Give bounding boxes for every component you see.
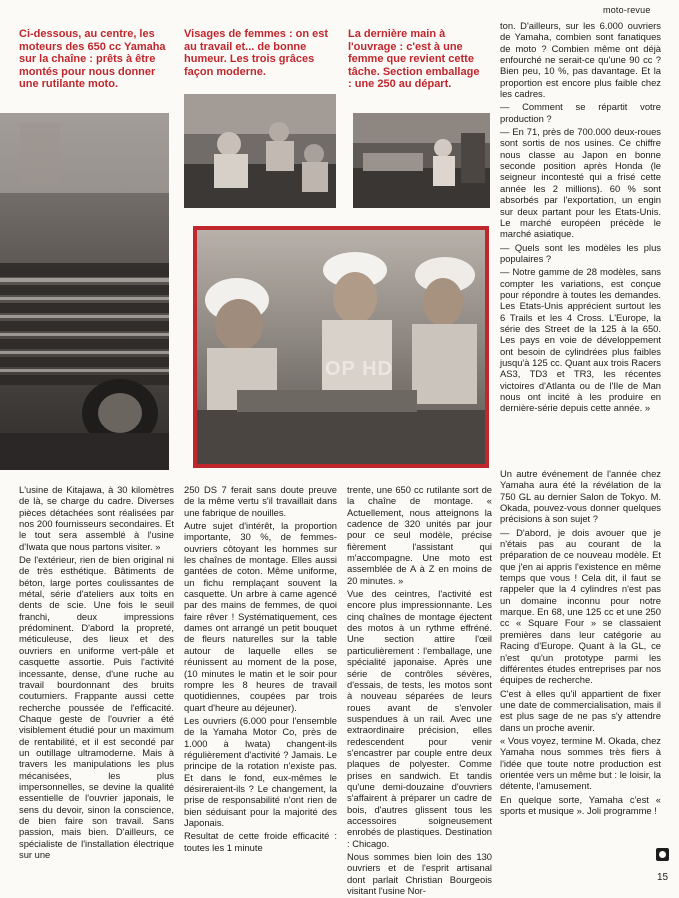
text-column-right-bottom: [500, 468, 661, 818]
assembly-line-illustration: [353, 113, 490, 208]
magazine-name: moto-revue: [603, 5, 651, 15]
text-column-right-top: [500, 20, 661, 416]
paragraph: — Notre gamme de 28 modèles, sans compter les variations, est conçue pour répondre à toutes les demandes. Les Etats-Unis apprécient surtout les 6 Trails et les 4 Cross. L'Europe, la série des Street de la 125 à la 650. Les pays en voie de développement ont besoin de cylindrées plus faibles jusqu'à 125 cc. Quant aux trois Racers AS3, TD3 et TR3, les récentes victoires d'Atlanta ou de l'Ile de Man nous ont incité à les produire en dernière-série depuis cette année. »: [500, 266, 661, 414]
assembly-line-photo: [353, 113, 490, 208]
paragraph: Resultat de cette froide efficacité : toutes les 1 minute: [184, 830, 337, 853]
text-column-1: [19, 484, 174, 862]
caption-packaging: La dernière main à l'ouvrage : c'est à une femme que revient cette tâche. Section emballage : une 250 au départ.: [348, 28, 480, 91]
engine-illustration: [0, 113, 169, 470]
paragraph: 250 DS 7 ferait sans doute preuve de la même vertu s'il travaillait dans une fabrique de nouilles.: [184, 484, 337, 518]
photo-watermark: OP HD: [325, 358, 393, 380]
paragraph: — D'abord, je dois avouer que je n'étais pas au courant de la préparation de ce nouveau modèle. Et que j'en ai appris l'existence en même temps que vous ! Cela dit, il faut se rappeler que la 4 cylindres n'est pas un domaine inconnu pour notre marque. En 68, une 125 cc et une 250 cc « Square Four » se classaient premières dans leur catégorie au Racing d'Europe. Quant à la GL, ce n'est qu'un prototype parmi les différentes études entreprises par nos équipes de recherche.: [500, 526, 661, 686]
caption-engines: Ci-dessous, au centre, les moteurs des 650 cc Yamaha sur la chaîne : prêts à être montés pour nous donner une rutilante moto.: [19, 28, 166, 91]
paragraph: Nous sommes bien loin des 130 ouvriers et de l'esprit artisanal dont parlait Christian Bourgeois visitant l'usine Nor-: [347, 851, 492, 897]
paragraph: ton. D'ailleurs, sur les 6.000 ouvriers de Yamaha, combien sont fanatiques de moto ? Combien même ont déjà enfourché ne serait-ce qu'une 90 cc ? Bien peu, 10 %, pas davantage. Et la proportion est encore plus faible chez les cadres.: [500, 20, 661, 100]
question: — Comment se répartit votre production ?: [500, 101, 661, 124]
paragraph: Autre sujet d'intérêt, la proportion importante, 30 %, de femmes-ouvriers côtoyant les hommes sur les chaînes de montage. Elles aussi gantées de coton. Même uniforme, un fichu remplaçant souvent la casquette. Un arbre à came agencé par des mains de femmes, de quoi faire rêver ! Systématiquement, ces dames ont arrangé un petit bouquet de fleurs naturelles sur la table autour de laquelle elles se réunissent au moment de la pose, (10 minutes le matin et le soir pour rompre les 8 heures de travail quotidiennes, coupées par trois quart d'heure au déjeuner).: [184, 520, 337, 713]
paragraph: Vue des ceintres, l'activité est encore plus impressionnante. Les cinq chaînes de montage éjectent des motos à un rythme effréné. Une section attire l'œil particulièrement : l'emballage, une spécialité japonaise. Après une série de contrôles sévères, d'essais, de tests, les motos sont à nouveau séparées de leurs roues avant de s'envoler suspendues à un rail. Avec une extraordinaire précision, elles redescendent pour venir s'encastrer par couple entre deux plaques de polyester. Comme prises en sandwich. Et tandis qu'une demi-douzaine d'ouvriers s'affairent à préparer un cadre de bois, d'autres glissent tous les accessoires soigneusement enrobés de plastiques. Destination : Chicago.: [347, 588, 492, 849]
paragraph: « Vous voyez, termine M. Okada, chez Yamaha nous sommes très fiers à l'idée que toute notre production est orientée vers un même but : le loisir, la détente, l'amusement.: [500, 734, 661, 792]
engine-photo: [0, 113, 169, 470]
paragraph: Les ouvriers (6.000 pour l'ensemble de la Yamaha Motor Co, près de 1.000 à Iwata) changent-ils régulièrement d'activité ? Jamais. Le principe de la rotation n'existe pas. Et dans le fond, eux-mêmes le désireraient-ils ? Le changement, la prise de responsabilité n'ont rien de bien séduisant pour la majorité des Japonais.: [184, 714, 337, 828]
question: — Quels sont les modèles les plus populaires ?: [500, 241, 661, 264]
paragraph: C'est à elles qu'il appartient de fixer une date de commercialisation, mais il est plus sage de ne pas s'y attendre dans un proche avenir.: [500, 687, 661, 733]
women-workers-illustration: [184, 94, 336, 208]
women-workers-photo: [184, 94, 336, 208]
women-workers-large-illustration: [197, 230, 485, 464]
end-of-article-icon: [656, 848, 669, 861]
text-column-3: [347, 484, 492, 898]
paragraph: — En 71, près de 700.000 deux-roues sont sortis de nos usines. Ce chiffre nous classe au Japon en bonne seconde position après Honda (le seigneur incontesté qui a frisé cette année les 2 millions). 60 % sont absorbés par l'exportation, un engin sur deux partant pour les Etats-Unis. Le marché européen précède le marché asiatique.: [500, 126, 661, 240]
text-column-2: [184, 484, 337, 855]
paragraph: Un autre événement de l'année chez Yamaha aura été la révélation de la 750 GL au dernier Salon de Tokyo. M. Okada, pouvez-vous donner quelques précisions à son sujet ?: [500, 468, 661, 525]
paragraph: L'usine de Kitajawa, à 30 kilomètres de là, se charge du cadre. Diverses pièces détachées sont réalisées par nos 200 fournisseurs secondaires. Et le tout sera assemblé à l'usine d'Iwata que nous partons visiter. »: [19, 484, 174, 552]
paragraph: trente, une 650 cc rutilante sort de la chaîne de montage. « Actuellement, nous atteignons la cadence de 320 unités par jour pour ce seul modèle, précise fièrement l'assistant qui m'accompagne. Une moto est assemblée de A à Z en moins de 20 minutes. »: [347, 484, 492, 586]
paragraph: De l'extérieur, rien de bien original ni de très esthétique. Bâtiments de béton, large portes coulissantes de métal, série d'ateliers aux toits en dents de scie. Une fois le seuil franchi, deux impressions prédominent. D'abord la propreté, méticuleuse, des lieux et des ouvriers en uniforme vert-pâle et casquette assortie. Puis l'activité incessante, dense, d'une ruche au travail bourdonnant des bruits coutumiers. Frappante aussi cette recherche poussée de l'efficacité. Chaque geste de l'ouvrier a été visiblement étudié pour un maximum de rentabilité, et il est secondé par un outillage ultramoderne. Mais à travers les manipulations les plus mécanisées, les plus impersonnelles, se devine la qualité essentielle de l'ouvrier japonais, le sens du devoir, sinon la conscience, de bien faire son travail. Sans passion, mais bien. D'ailleurs, ce spécialiste de l'installation électrique sur une: [19, 554, 174, 860]
caption-women: Visages de femmes : on est au travail et... de bonne humeur. Les trois grâces façon moderne.: [184, 28, 329, 78]
page-number: 15: [657, 872, 669, 883]
women-workers-photo-large: [193, 226, 489, 468]
paragraph: En quelque sorte, Yamaha c'est « sports et musique ». Joli programme !: [500, 793, 661, 816]
